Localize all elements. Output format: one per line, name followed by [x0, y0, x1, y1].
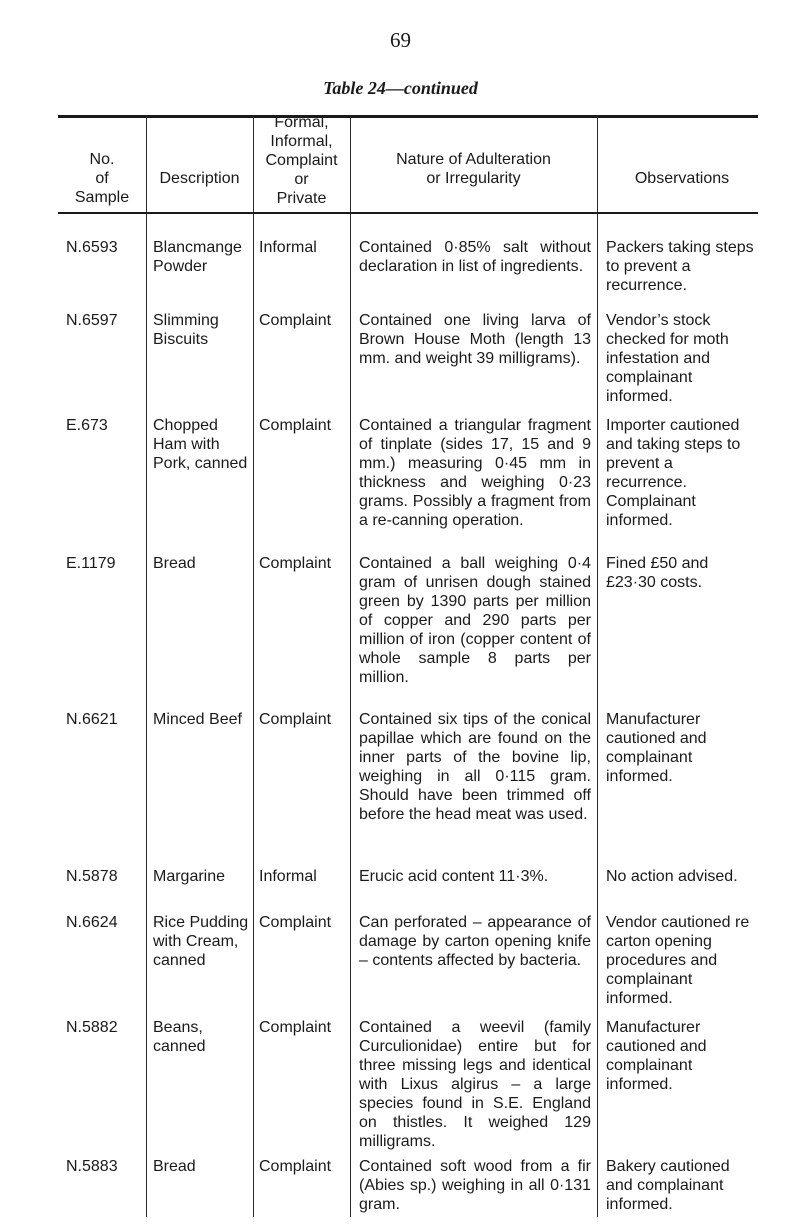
- formal-type: Complaint: [259, 914, 332, 931]
- sample-number: E.1179: [66, 555, 116, 572]
- formal-type: Complaint: [259, 312, 332, 329]
- sample-number: N.6621: [66, 711, 118, 728]
- header-formal: [253, 113, 350, 208]
- table-caption: Table 24—continued: [323, 78, 478, 98]
- nature-of-adulteration: Contained six tips of the conical papillae which are found on the inner parts of the bovine lip, weighing in all 0·115 gram. Should have been trimmed off before the head meat was used.: [359, 711, 591, 823]
- table-header-rule: [58, 212, 758, 214]
- description: Bread: [153, 1158, 196, 1175]
- sample-number: N.5882: [66, 1019, 118, 1036]
- observations: Importer cautioned and taking steps to prevent a recurrence. Complainant informed.: [606, 417, 741, 529]
- description: Margarine: [153, 868, 226, 885]
- sample-number: N.5883: [66, 1158, 118, 1175]
- observations: Bakery cautioned and complainant informed.: [606, 1158, 730, 1213]
- sample-number: N.6593: [66, 239, 118, 256]
- sample-number: N.6624: [66, 914, 118, 931]
- nature-of-adulteration: Contained 0·85% salt without declaration in list of ingredients.: [359, 239, 591, 275]
- nature-of-adulteration: Can perforated – appearance of damage by carton opening knife – contents affected by bacteria.: [359, 914, 591, 969]
- nature-of-adulteration: Contained a weevil (family Curculionidae) entire but for three missing legs and identical with Lixus algirus – a large species found in S.E. England on thistles. It weighed 129 milligrams.: [359, 1019, 591, 1150]
- header-formal-line: or: [294, 171, 309, 188]
- page-number: 69: [390, 28, 411, 52]
- header-nature-line: or Irregularity: [426, 170, 521, 187]
- header-description: [146, 169, 253, 188]
- header-formal-line: Formal,: [274, 114, 329, 131]
- formal-type: Complaint: [259, 555, 332, 572]
- table-top-rule: [58, 115, 758, 118]
- observations: No action advised.: [606, 868, 738, 885]
- observations: Packers taking steps to prevent a recurrence.: [606, 239, 754, 294]
- nature-of-adulteration: Erucic acid content 11·3%.: [359, 868, 549, 885]
- header-no-line: No.: [89, 151, 115, 168]
- sample-number: N.6597: [66, 312, 118, 329]
- nature-of-adulteration: Contained soft wood from a fir (Abies sp.) weighing in all 0·131 gram.: [359, 1158, 591, 1213]
- column-divider: [597, 115, 598, 1217]
- header-formal-line: Private: [276, 190, 327, 207]
- observations: Vendor cautioned re carton opening procedures and complainant informed.: [606, 914, 750, 1007]
- formal-type: Informal: [259, 239, 317, 256]
- formal-type: Complaint: [259, 711, 332, 728]
- header-observations-line: Observations: [634, 170, 730, 187]
- sample-number: E.673: [66, 417, 108, 434]
- description: Slimming Biscuits: [153, 312, 219, 348]
- sample-number: N.5878: [66, 868, 118, 885]
- nature-of-adulteration: Contained one living larva of Brown House Moth (length 13 mm. and weight 39 milligrams).: [359, 312, 591, 367]
- column-divider: [350, 115, 351, 1217]
- nature-of-adulteration: Contained a ball weighing 0·4 gram of unrisen dough stained green by 1390 parts per million of copper and 290 parts per million of iron (copper content of whole sample 8 parts per million.: [359, 555, 591, 686]
- header-no: [58, 150, 146, 207]
- formal-type: Complaint: [259, 1158, 332, 1175]
- formal-type: Complaint: [259, 417, 332, 434]
- observations: Manufacturer cautioned and complainant informed.: [606, 711, 707, 785]
- column-divider: [253, 115, 254, 1217]
- description: Chopped Ham with Pork, canned: [153, 417, 248, 472]
- observations: Manufacturer cautioned and complainant informed.: [606, 1019, 707, 1093]
- nature-of-adulteration: Contained a triangular fragment of tinplate (sides 17, 15 and 9 mm.) measuring 0·45 mm in thickness and weighing 0·23 grams. Possibly a fragment from a re-canning operation.: [359, 417, 591, 529]
- observations: Fined £50 and £23·30 costs.: [606, 555, 709, 591]
- column-divider: [146, 115, 147, 1217]
- header-formal-line: Complaint: [265, 152, 338, 169]
- observations: Vendor’s stock checked for moth infestation and complainant informed.: [606, 312, 729, 405]
- header-nature-line: Nature of Adulteration: [396, 151, 551, 168]
- header-no-line: Sample: [74, 189, 130, 206]
- header-description-line: Description: [159, 170, 240, 187]
- description: Minced Beef: [153, 711, 242, 728]
- header-no-line: of: [95, 170, 109, 187]
- header-observations: [597, 169, 767, 188]
- header-nature: [350, 150, 597, 188]
- formal-type: Informal: [259, 868, 317, 885]
- formal-type: Complaint: [259, 1019, 332, 1036]
- description: Blancmange Powder: [153, 239, 242, 275]
- description: Bread: [153, 555, 196, 572]
- description: Rice Pudding with Cream, canned: [153, 914, 249, 969]
- header-formal-line: Informal,: [270, 133, 333, 150]
- description: Beans, canned: [153, 1019, 206, 1055]
